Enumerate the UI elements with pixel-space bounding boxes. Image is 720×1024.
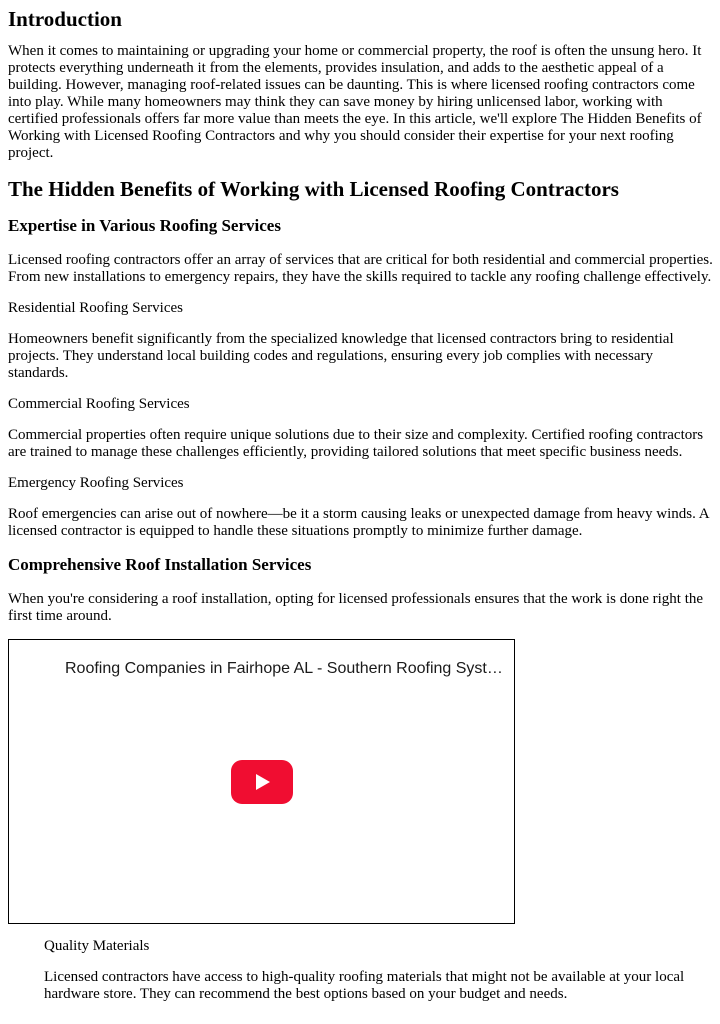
commercial-text: Commercial properties often require unique solutions due to their size and complexity. Certified roofing contractors are trained to manage these challenges efficiently, providing tailored solutions that meet specific business needs.: [8, 427, 704, 460]
play-button-graphic: [231, 760, 293, 804]
video-embed[interactable]: [8, 639, 515, 924]
emergency-title: Emergency Roofing Services: [8, 475, 184, 491]
intro-heading: Introduction: [8, 7, 122, 31]
quality-section: [8, 938, 714, 1003]
quality-text: Licensed contractors have access to high-quality roofing materials that might not be available at your local hardware store. They can recommend the best options based on your budget and needs.: [44, 969, 685, 1002]
installation-heading: Comprehensive Roof Installation Services: [8, 555, 312, 574]
installation-paragraph: When you're considering a roof installation, opting for licensed professionals ensures that the work is done right the first time around.: [8, 591, 704, 624]
expertise-heading: Expertise in Various Roofing Services: [8, 216, 281, 235]
video-title[interactable]: Roofing Companies in Fairhope AL - Southern Roofing Syst…: [65, 660, 503, 677]
commercial-title: Commercial Roofing Services: [8, 396, 190, 412]
intro-paragraph: When it comes to maintaining or upgrading your home or commercial property, the roof is often the unsung hero. It protects everything underneath it from the elements, provides insulation, and adds to the aesthetic appeal of a building. However, managing roof-related issues can be daunting. This is where licensed roofing contractors come into play. While many homeowners may think they can save money by hiring unlicensed labor, working with certified professionals offers far more value than meets the eye. In this article, we'll explore The Hidden Benefits of Working with Licensed Roofing Contractors and why you should consider their expertise for your next roofing project.: [8, 43, 702, 161]
youtube-play-icon[interactable]: [231, 760, 293, 804]
article: [0, 7, 714, 1003]
emergency-text: Roof emergencies can arise out of nowhere—be it a storm causing leaks or unexpected damage from heavy winds. A licensed contractor is equipped to handle these situations promptly to minimize further damage.: [8, 506, 709, 539]
quality-title: Quality Materials: [44, 938, 150, 954]
main-heading: The Hidden Benefits of Working with Licensed Roofing Contractors: [8, 177, 619, 201]
expertise-paragraph: Licensed roofing contractors offer an array of services that are critical for both residential and commercial properties. From new installations to emergency repairs, they have the skills required to tackle any roofing challenge effectively.: [8, 252, 713, 285]
residential-title: Residential Roofing Services: [8, 300, 183, 316]
residential-text: Homeowners benefit significantly from the specialized knowledge that licensed contractors bring to residential projects. They understand local building codes and regulations, ensuring every job complies with necessary standards.: [8, 331, 674, 381]
